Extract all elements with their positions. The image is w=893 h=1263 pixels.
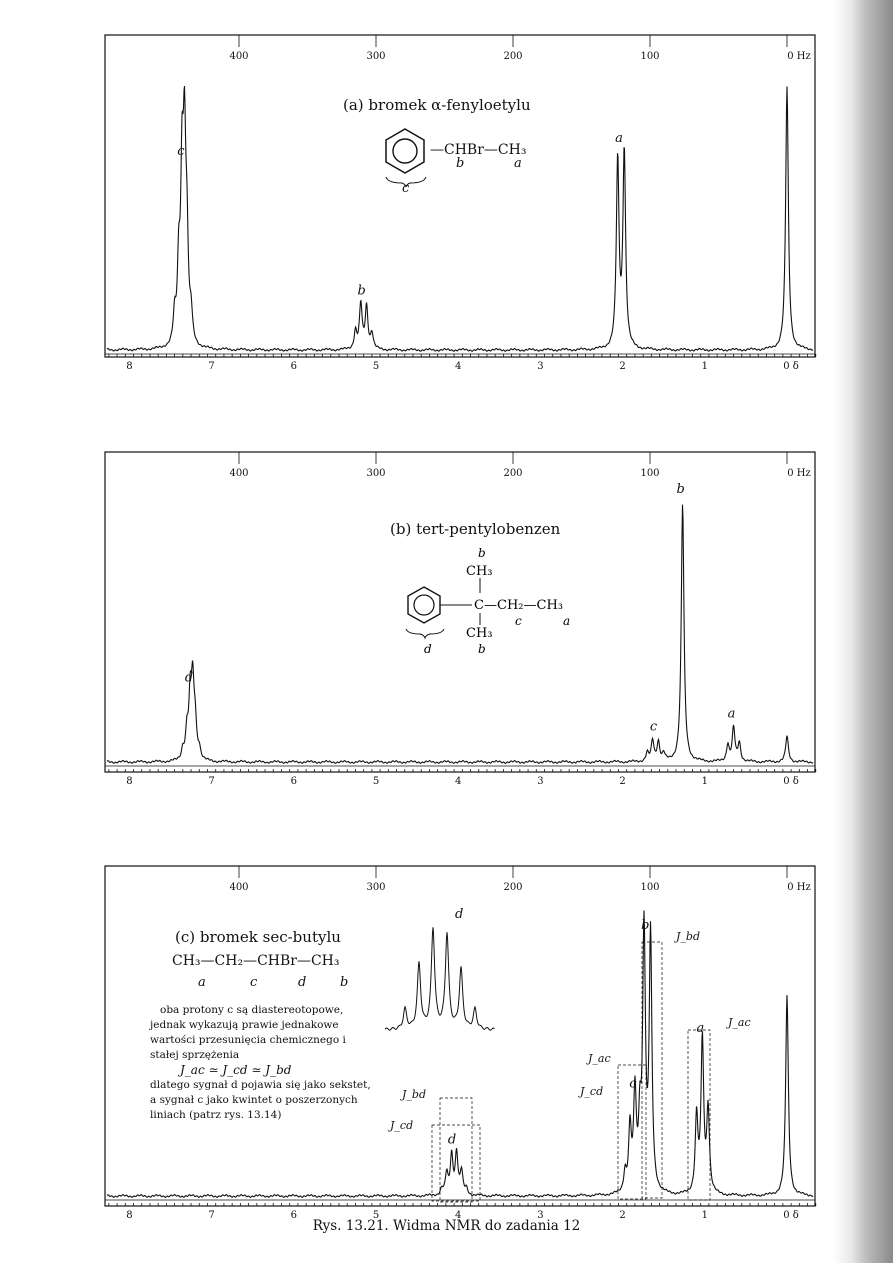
x-tick-label: 7	[208, 776, 215, 787]
peak-label: b	[357, 283, 366, 299]
hz-tick-label: 0 Hz	[787, 51, 811, 62]
svg-text:c: c	[515, 614, 522, 628]
peak-label: a	[727, 706, 736, 722]
svg-text:CH₃: CH₃	[466, 626, 493, 641]
peak-label: c	[649, 719, 658, 735]
hz-tick-label: 100	[640, 51, 660, 62]
hz-tick-label: 100	[640, 468, 660, 479]
x-tick-label: 0 δ	[783, 776, 799, 787]
coupling-constant-label: J_bd	[676, 930, 700, 943]
peak-label: c	[177, 143, 185, 159]
coupling-constant-label: J_cd	[580, 1085, 604, 1098]
x-tick-label: 2	[619, 1210, 626, 1221]
note-line: liniach (patrz rys. 13.14)	[150, 1109, 282, 1121]
chart-b-title: (b) tert-pentylobenzen	[390, 520, 561, 538]
x-tick-label: 2	[619, 776, 626, 787]
svg-text:C: C	[474, 598, 484, 613]
x-tick-label: 0 δ	[783, 361, 799, 372]
hz-tick-label: 300	[366, 468, 386, 479]
x-tick-label: 1	[701, 776, 708, 787]
hz-tick-label: 200	[503, 468, 523, 479]
chart-a-title: (a) bromek α-fenyloetylu	[343, 96, 531, 114]
peak-label: d	[447, 1132, 457, 1148]
svg-text:CH₃: CH₃	[466, 564, 493, 579]
note-line: stałej sprzężenia	[150, 1049, 240, 1061]
expansion-inset-trace	[385, 927, 495, 1030]
chart-c-label-a: a	[198, 975, 206, 990]
note-line: a sygnał c jako kwintet o poszerzonych	[150, 1094, 358, 1106]
inset-peak-label: d	[455, 907, 464, 922]
note-line: jednak wykazują prawie jednakowe	[150, 1019, 339, 1031]
hz-tick-label: 100	[640, 882, 660, 893]
x-tick-label: 1	[701, 361, 708, 372]
chart-c-title: (c) bromek sec-butylu	[175, 928, 341, 946]
x-tick-label: 7	[208, 361, 215, 372]
x-tick-label: 8	[126, 1210, 133, 1221]
peak-label: d	[184, 670, 194, 686]
x-tick-label: 3	[537, 776, 544, 787]
hz-tick-label: 400	[229, 882, 249, 893]
x-tick-label: 6	[290, 1210, 297, 1221]
svg-text:—CH₂—CH₃: —CH₂—CH₃	[484, 598, 563, 613]
chart-c-label-b: b	[340, 975, 349, 990]
coupling-constant-label: J_ac	[588, 1052, 611, 1065]
hz-tick-label: 300	[366, 882, 386, 893]
chart-a-structure: —CHBr—CH₃	[430, 142, 527, 158]
x-tick-label: 5	[372, 776, 380, 787]
x-tick-label: 1	[701, 1210, 708, 1221]
x-tick-label: 3	[537, 1210, 544, 1221]
hz-tick-label: 300	[366, 51, 386, 62]
x-tick-label: 2	[619, 361, 626, 372]
peak-label: a	[696, 1021, 705, 1037]
hz-tick-label: 400	[229, 468, 249, 479]
x-tick-label: 4	[455, 1210, 462, 1221]
x-tick-label: 7	[208, 1210, 215, 1221]
hz-tick-label: 200	[503, 882, 523, 893]
chart-c-label-d: d	[298, 975, 307, 990]
chart-c-formula: CH₃—CH₂—CHBr—CH₃	[172, 953, 340, 969]
x-tick-label: 8	[126, 776, 133, 787]
x-tick-label: 0 δ	[783, 1210, 799, 1221]
x-tick-label: 5	[372, 1210, 380, 1221]
chart-c-note	[150, 1003, 371, 1123]
note-line: J_ac ≃ J_cd ≃ J_bd	[180, 1063, 292, 1077]
chart-a-struct-label-b: b	[456, 156, 465, 171]
x-tick-label: 6	[290, 776, 297, 787]
coupling-constant-label: J_cd	[390, 1119, 414, 1132]
hz-tick-label: 400	[229, 51, 249, 62]
x-tick-label: 4	[455, 361, 462, 372]
figure-caption: Rys. 13.21. Widma NMR do zadania 12	[312, 1218, 581, 1234]
hz-tick-label: 0 Hz	[787, 468, 811, 479]
note-line: oba protony c są diastereotopowe,	[160, 1004, 344, 1016]
svg-text:b: b	[478, 546, 486, 560]
peak-label: b	[676, 482, 685, 497]
peak-label: c	[629, 1076, 637, 1092]
x-tick-label: 8	[126, 361, 133, 372]
chart-c-label-c: c	[250, 975, 258, 990]
svg-text:b: b	[478, 642, 486, 655]
note-line: wartości przesunięcia chemicznego i	[150, 1034, 346, 1046]
peak-label: b	[641, 918, 650, 934]
note-line: dlatego sygnał d pojawia się jako sekstet,	[150, 1079, 371, 1091]
x-tick-label: 6	[290, 361, 297, 372]
peak-label: a	[615, 130, 623, 146]
x-tick-label: 5	[372, 361, 380, 372]
chart-a-struct-label-a: a	[514, 156, 522, 171]
chart-a-struct-label-c: c	[402, 181, 410, 196]
coupling-constant-label: J_bd	[402, 1088, 426, 1101]
coupling-constant-label: J_ac	[728, 1016, 751, 1029]
x-tick-label: 3	[537, 361, 544, 372]
hz-tick-label: 0 Hz	[787, 882, 811, 893]
hz-tick-label: 200	[503, 51, 523, 62]
svg-text:d: d	[424, 642, 432, 655]
svg-text:a: a	[563, 614, 571, 628]
x-tick-label: 4	[455, 776, 462, 787]
